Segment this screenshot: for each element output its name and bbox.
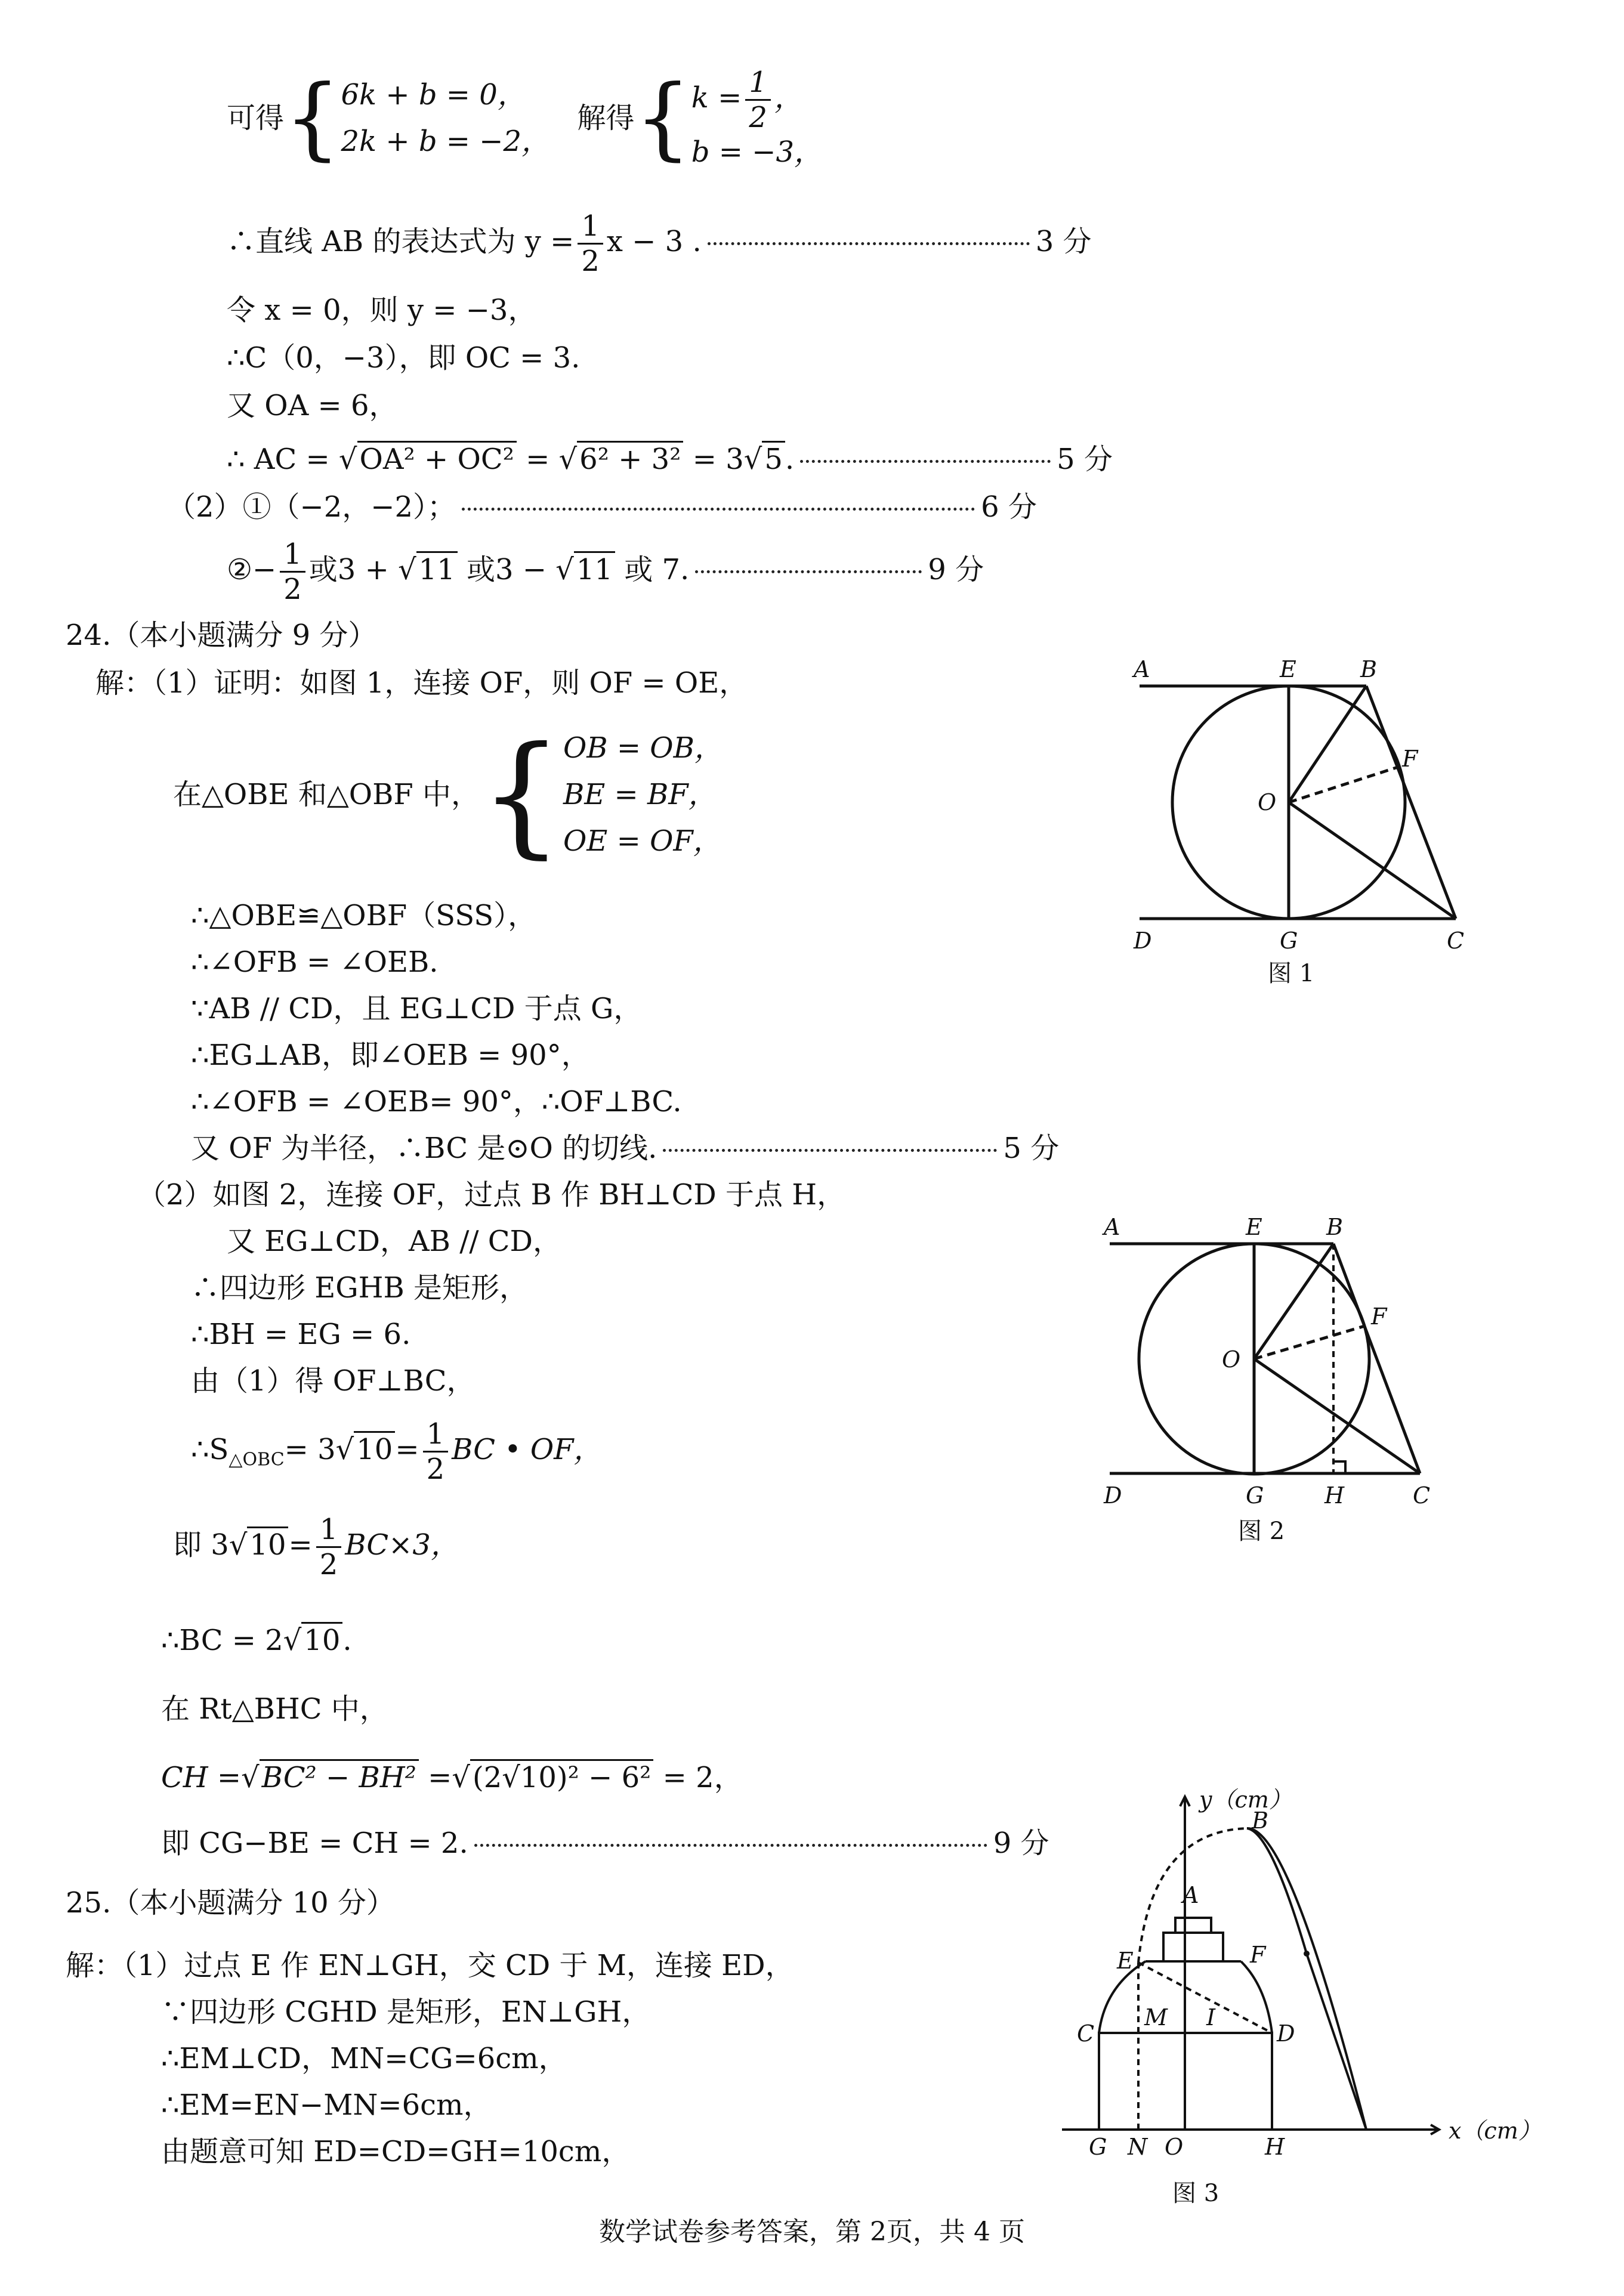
p24-line-5: ∵AB // CD，且 EG⊥CD 于点 G， (191, 992, 643, 1025)
p23-line-1: 可得{6k + b = 0， 2k + b = −2， 解得{k = $\frac{1}{2}$ ， b = −3， (227, 66, 823, 170)
label-y-axis: y（cm） (1199, 1787, 1292, 1813)
label-b: B (1360, 656, 1377, 682)
p24-line-9: （2）如图 2，连接 OF，过点 B 作 BH⊥CD 于点 H， (137, 1178, 846, 1212)
segment-bc (1366, 686, 1456, 919)
label-e: E (1246, 1214, 1262, 1240)
brace: { (479, 718, 563, 871)
p25-line-4: ∴EM=EN−MN=6cm， (161, 2088, 492, 2122)
p24-title: 24.（本小题满分 9 分） (66, 619, 377, 652)
trajectory-outer (1247, 1828, 1366, 2130)
label-f: F (1371, 1303, 1387, 1330)
p24-line-12: ∴BH = EG = 6. (191, 1318, 411, 1351)
segment-of (1289, 767, 1398, 802)
label-b: B (1252, 1807, 1268, 1834)
score: 5 分 (1003, 1132, 1060, 1165)
label-f: F (1250, 1942, 1266, 1968)
label-c: C (1447, 928, 1465, 954)
p25-title: 25.（本小题满分 10 分） (66, 1886, 395, 1920)
label-g: G (1089, 2134, 1107, 2160)
p25-line-3: ∴EM⊥CD，MN=CG=6cm， (161, 2042, 567, 2075)
label-g: G (1246, 1482, 1264, 1509)
p23-line-4: ∴C（0，−3），即 OC = 3. (227, 341, 581, 375)
trajectory-inner (1247, 1828, 1366, 2130)
label-g: G (1280, 928, 1298, 954)
segment-oc (1254, 1359, 1420, 1473)
p24-line-10: 又 EG⊥CD，AB // CD， (227, 1225, 562, 1258)
lid-mid (1163, 1933, 1223, 1961)
equation-system-1: 6k + b = 0， 2k + b = −2， (341, 78, 551, 158)
p23-line-5: 又 OA = 6， (227, 389, 398, 422)
p24-line-14: $\therefore S_{\triangle OBC}= 3√10=$ $\frac{1}{2}$ BC • OF， (191, 1417, 603, 1486)
p24-line-3: ∴△OBE≌△OBF（SSS）， (191, 899, 537, 932)
segment-ob (1289, 686, 1366, 802)
figure-3 (1050, 1784, 1545, 2213)
label-e: E (1117, 1948, 1134, 1974)
label-d: D (1277, 2020, 1295, 2047)
p25-line-2: ∵四边形 CGHD 是矩形，EN⊥GH， (161, 1995, 651, 2029)
label-h: H (1324, 1482, 1345, 1509)
label-h: H (1265, 2134, 1285, 2160)
p24-line-6: ∴EG⊥AB，即∠OEB = 90°， (191, 1039, 590, 1072)
p23-line-2: ∴直线 AB 的表达式为 y = $\frac{1}{2}$ x − 3 . 3 分 (227, 209, 1092, 278)
p24-line-1: 解：（1）证明：如图 1，连接 OF，则 OF = OE， (95, 666, 748, 700)
p24-line-16: ∴BC = 2√10. (161, 1623, 352, 1658)
point-f (1304, 1951, 1310, 1957)
p25-line-5: 由题意可知 ED=CD=GH=10cm， (161, 2135, 631, 2168)
segment-oc (1289, 802, 1456, 919)
score: 6 分 (981, 490, 1037, 524)
label-a: A (1104, 1214, 1120, 1240)
brace: { (634, 66, 691, 170)
label-f: F (1402, 746, 1418, 772)
p24-line-2: 在△OBE 和△OBF 中，{OB = OB， BE = BF， OE = OF， (173, 718, 723, 871)
brace: { (284, 66, 341, 170)
p24-line-7: ∴∠OFB = ∠OEB= 90°，∴OF⊥BC. (191, 1085, 682, 1118)
arch-right (1241, 1961, 1272, 2033)
solution-system: k = $\frac{1}{2}$ ， b = −3， (691, 66, 823, 169)
score: 5 分 (1057, 443, 1113, 476)
p24-line-15: 即 3√10= $\frac{1}{2}$ BC×3， (173, 1513, 459, 1581)
figure-3-caption: 图 3 (1172, 2180, 1219, 2207)
score: 9 分 (993, 1827, 1049, 1860)
label-n: N (1128, 2134, 1148, 2160)
p24-line-13: 由（1）得 OF⊥BC， (191, 1364, 476, 1398)
label-b: B (1326, 1214, 1343, 1240)
label-o: O (1165, 2134, 1184, 2160)
segment-bc (1333, 1244, 1420, 1473)
p24-line-8: 又 OF 为半径，∴BC 是⊙O 的切线. 5 分 (191, 1132, 1060, 1165)
label-d: D (1104, 1482, 1122, 1509)
label-a: A (1134, 656, 1150, 682)
figure-2 (1086, 1199, 1462, 1551)
p24-line-17: 在 Rt△BHC 中， (161, 1692, 388, 1726)
lid-top (1175, 1918, 1211, 1933)
p23-line-7: （2）①（−2，−2）； 6 分 (167, 490, 1037, 524)
label-o: O (1258, 789, 1277, 815)
p24-line-4: ∴∠OFB = ∠OEB. (191, 945, 439, 979)
score: 3 分 (1035, 225, 1092, 258)
p23-line-6: ∴ AC = √OA² + OC² = √6² + 3² = 3√5. 5 分 (227, 441, 1113, 477)
label-i: I (1206, 2004, 1216, 2031)
p25-line-1: 解：（1）过点 E 作 EN⊥GH，交 CD 于 M，连接 ED， (66, 1949, 794, 1982)
label-d: D (1134, 928, 1152, 954)
figure-1 (1116, 650, 1474, 990)
segment-ob (1254, 1244, 1333, 1359)
page-footer: 数学试卷参考答案，第 2页，共 4 页 (599, 2217, 1025, 2247)
score: 9 分 (928, 553, 984, 586)
label-a: A (1183, 1882, 1199, 1908)
p24-line-11: ∴四边形 EGHB 是矩形， (191, 1271, 529, 1305)
congruence-system: OB = OB， BE = BF， OE = OF， (563, 731, 723, 858)
right-angle-mark (1333, 1461, 1345, 1473)
label-c: C (1077, 2020, 1095, 2047)
label-o: O (1222, 1346, 1241, 1373)
p23-line-8: ②− $\frac{1}{2}$ 或3 + √11 或3 − √11 或 7. 9 分 (227, 537, 984, 606)
p24-line-18: CH =√BC² − BH² =√(2√10)² − 6² = 2， (161, 1760, 743, 1796)
p24-line-19: 即 CG−BE = CH = 2. 9 分 (161, 1827, 1049, 1860)
segment-of (1254, 1326, 1364, 1359)
label-x-axis: x（cm） (1449, 2118, 1541, 2144)
p23-line-3: 令 x = 0，则 y = −3， (227, 293, 537, 327)
figure-1-caption: 图 1 (1268, 960, 1315, 987)
label-m: M (1144, 2004, 1168, 2031)
label-c: C (1413, 1482, 1431, 1509)
label-e: E (1280, 656, 1296, 682)
figure-2-caption: 图 2 (1238, 1518, 1285, 1545)
